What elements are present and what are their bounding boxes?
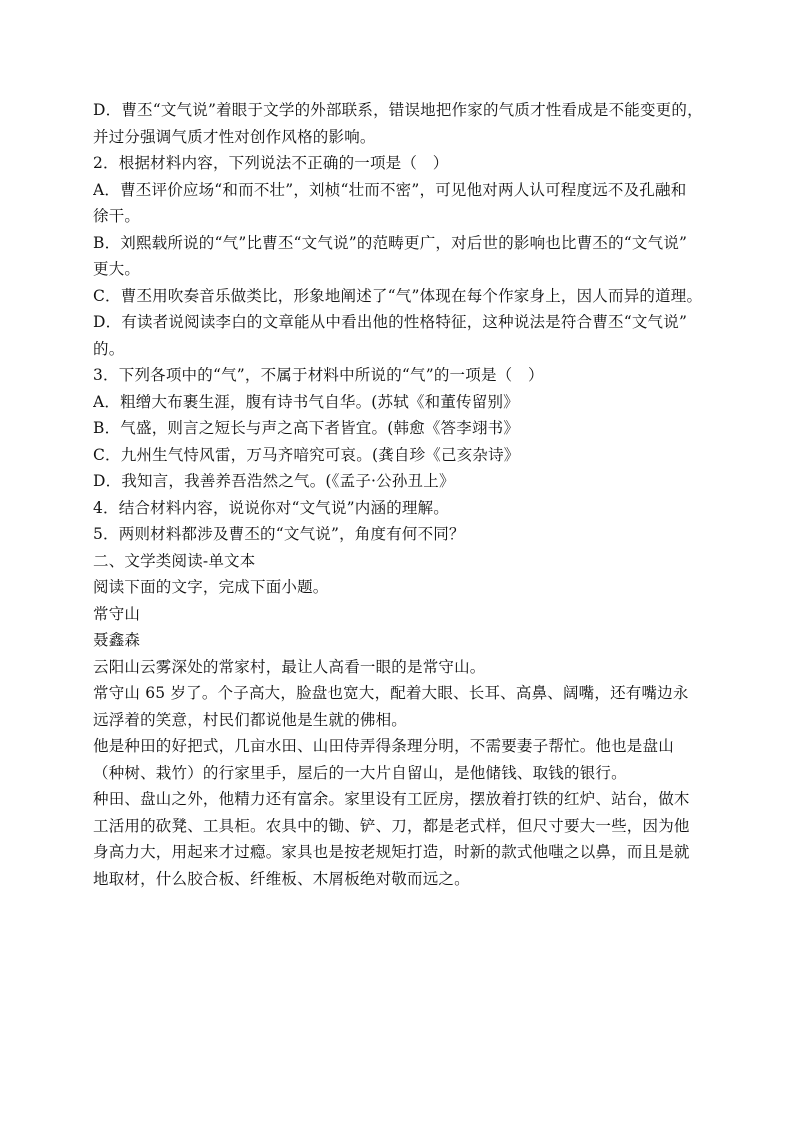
paragraph-line: 常守山 65 岁了。个子高大，脸盘也宽大，配着大眼、长耳、高鼻、阔嘴，还有嘴边永: [93, 684, 689, 702]
option-a: A．粗缯大布裹生涯，腹有诗书气自华。(苏轼《和董传留别》: [93, 392, 519, 411]
option-c: C．曹丕用吹奏音乐做类比，形象地阐述了“气”体现在每个作家身上，因人而异的道理。: [93, 286, 703, 305]
text-line: 的。: [93, 339, 125, 358]
story-author: 聂鑫森: [93, 631, 141, 649]
question-3-stem: 3．下列各项中的“气”，不属于材料中所说的“气”的一项是（ ）: [93, 366, 544, 384]
document-body: [93, 97, 705, 892]
paragraph-line: 他是种田的好把式，几亩水田、山田侍弄得条理分明，不需要妻子帮忙。他也是盘山: [93, 737, 674, 755]
text-line: 徐干。: [93, 207, 141, 225]
question-2-stem: 2．根据材料内容，下列说法不正确的一项是（ ）: [93, 154, 449, 172]
question-5: 5．两则材料都涉及曹丕的“文气说”，角度有何不同？: [93, 525, 465, 543]
paragraph-line: 地取材，什么胶合板、纤维板、木屑板绝对敬而远之。: [93, 869, 470, 888]
instruction-text: 阅读下面的文字，完成下面小题。: [93, 578, 329, 596]
paragraph-line: 身高力大，用起来才过瘾。家具也是按老规矩打造，时新的款式他嗤之以鼻，而且是就: [93, 843, 690, 861]
text-line: 更大。: [93, 260, 141, 278]
paragraph-line: 远浮着的笑意，村民们都说他是生就的佛相。: [93, 710, 408, 729]
story-title: 常守山: [93, 604, 141, 623]
text-line: D．曹丕“文气说”着眼于文学的外部联系，错误地把作家的气质才性看成是不能变更的，: [93, 101, 703, 119]
option-a: A．曹丕评价应场“和而不壮”，刘桢“壮而不密”，可见他对两人认可程度远不及孔融和: [93, 180, 687, 199]
option-b: B．气盛，则言之短长与声之高下者皆宜。(韩愈《答李翊书》: [93, 419, 520, 437]
option-d: D．有读者说阅读李白的文章能从中看出他的性格特征，这种说法是符合曹丕“文气说”: [93, 313, 688, 331]
section-heading: 二、文学类阅读-单文本: [93, 551, 256, 570]
text-line: 并过分强调气质才性对创作风格的影响。: [93, 127, 376, 146]
option-c: C．九州生气恃风雷，万马齐喑究可哀。(龚自珍《己亥杂诗》: [93, 445, 520, 464]
paragraph-line: （种树、栽竹）的行家里手，屋后的一大片自留山，是他储钱、取钱的银行。: [93, 763, 627, 782]
option-d: D．我知言，我善养吾浩然之气。(《孟子·公孙丑上》: [93, 472, 455, 490]
paragraph-line: 工活用的砍凳、工具柜。农具中的锄、铲、刀，都是老式样，但尺寸要大一些，因为他: [93, 816, 690, 835]
paragraph-line: 种田、盘山之外，他精力还有富余。家里设有工匠房，摆放着打铁的红炉、站台，做木: [93, 790, 690, 808]
question-4: 4．结合材料内容，说说你对“文气说”内涵的理解。: [93, 498, 450, 517]
option-b: B．刘熙载所说的“气”比曹丕“文气说”的范畴更广，对后世的影响也比曹丕的“文气说”: [93, 233, 688, 252]
paragraph-line: 云阳山云雾深处的常家村，最让人高看一眼的是常守山。: [93, 657, 486, 676]
